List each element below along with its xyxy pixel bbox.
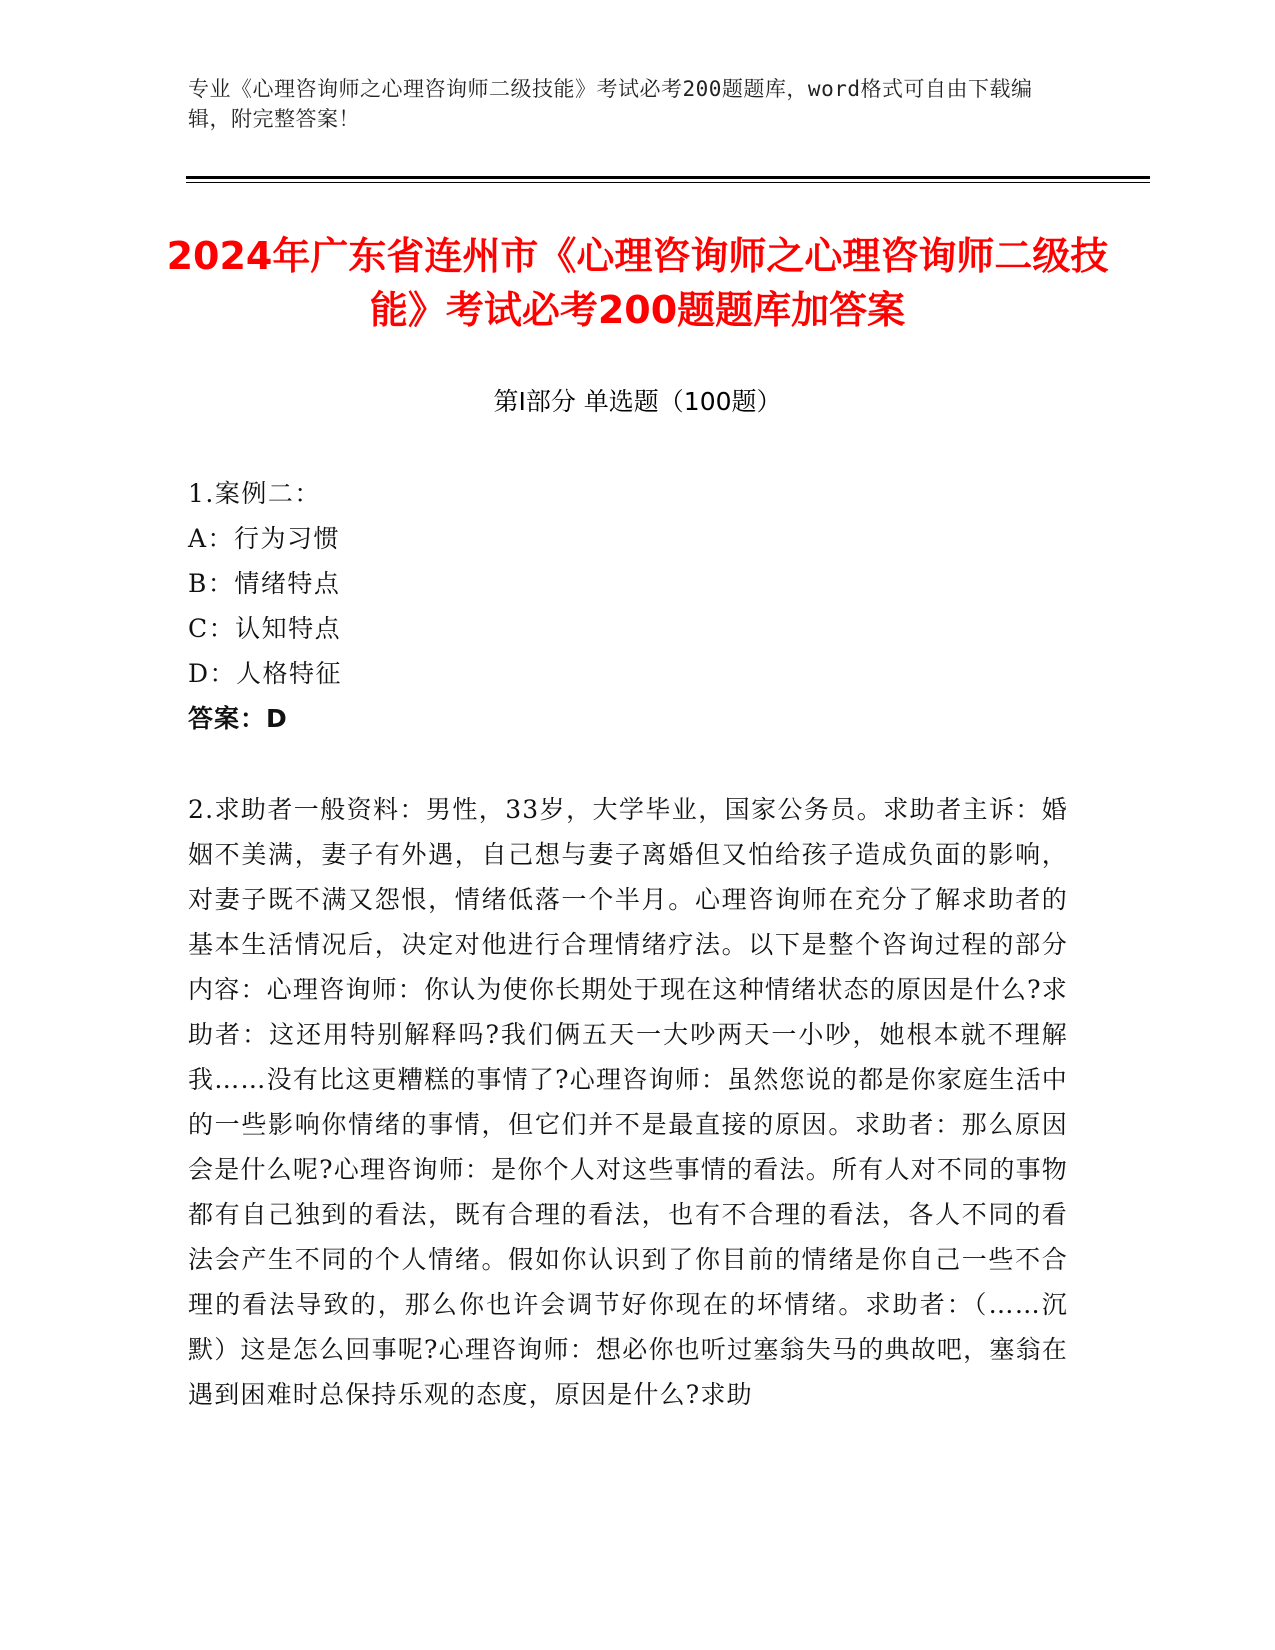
document-title: 2024年广东省连州市《心理咨询师之心理咨询师二级技能》考试必考200题题库加答案 (166, 234, 1109, 332)
section-heading: 第Ⅰ部分 单选题（100题） (493, 387, 782, 416)
header-divider-thin (186, 182, 1150, 183)
question-1-option-b: B：情绪特点 (188, 569, 341, 598)
question-2-stem: 2.求助者一般资料：男性，33岁，大学毕业，国家公务员。求助者主诉：婚姻不美满，妻子有外遇，自己想与妻子离婚但又怕给孩子造成负面的影响，对妻子既不满又怨恨，情绪低落一个半月。心理咨询师在充分了解求助者的基本生活情况后，决定对他进行合理情绪疗法。以下是整个咨询过程的部分内容：心理咨询师：你认为使你长期处于现在这种情绪状态的原因是什么?求助者：这还用特别解释吗?我们俩五天一大吵两天一小吵，她根本就不理解我……没有比这更糟糕的事情了?心理咨询师：虽然您说的都是你家庭生活中的一些影响你情绪的事情，但它们并不是最直接的原因。求助者：那么原因会是什么呢?心理咨询师：是你个人对这些事情的看法。所有人对不同的事物都有自己独到的看法，既有合理的看法，也有不合理的看法，各人不同的看法会产生不同的个人情绪。假如你认识到了你目前的情绪是你自己一些不合理的看法导致的，那么你也许会调节好你现在的坏情绪。求助者：（……沉默）这是怎么回事呢?心理咨询师：想必你也听过塞翁失马的典故吧，塞翁在遇到困难时总保持乐观的态度，原因是什么?求助 (188, 795, 1068, 1409)
question-1-option-a: A：行为习惯 (188, 524, 341, 553)
question-1-option-c: C：认知特点 (188, 614, 342, 643)
header-note: 专业《心理咨询师之心理咨询师二级技能》考试必考200题题库，word格式可自由下载编辑，附完整答案！ (188, 77, 1033, 131)
question-1-answer: 答案：D (188, 704, 288, 733)
header-divider-thick (186, 176, 1150, 179)
question-1-option-d: D：人格特征 (188, 659, 343, 688)
question-2 (188, 787, 1068, 1417)
question-1-stem: 1.案例二： (188, 479, 321, 508)
question-1 (188, 471, 1068, 741)
